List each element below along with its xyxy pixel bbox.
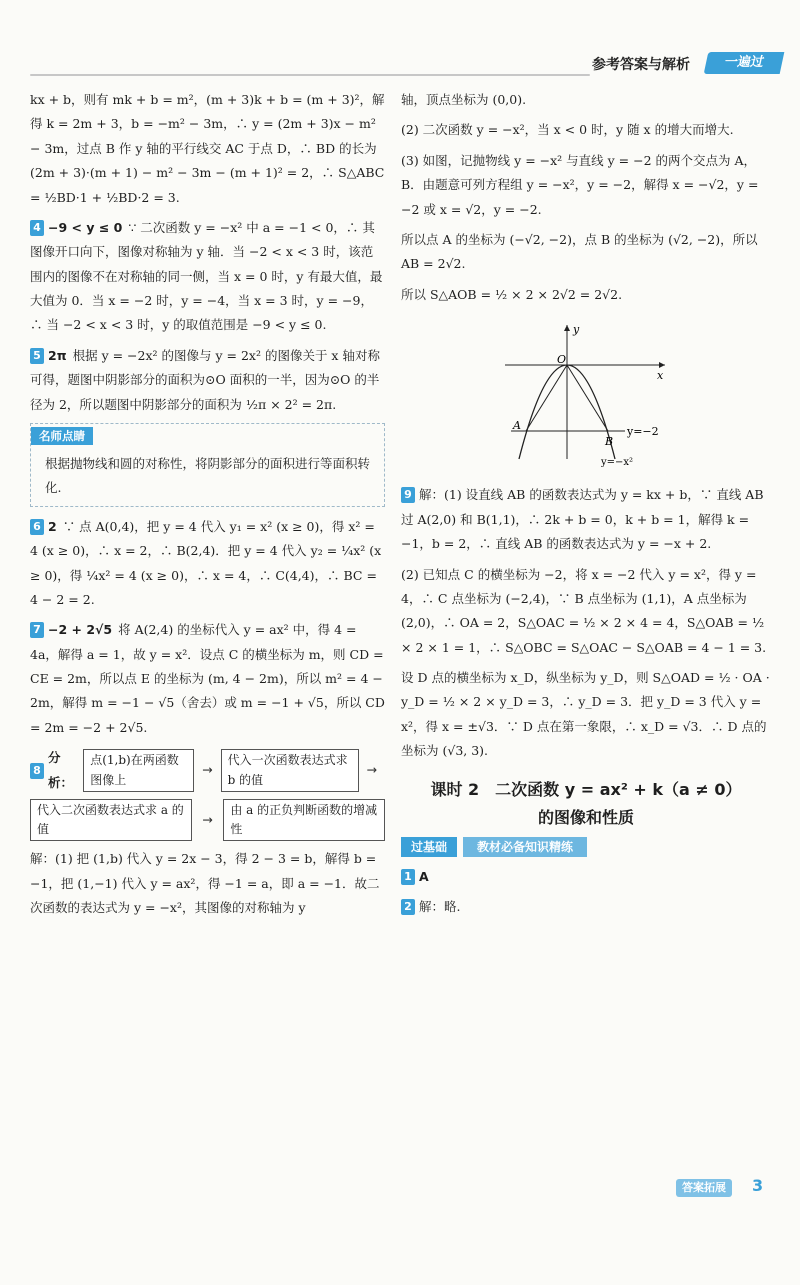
answer-1: [401, 865, 771, 889]
continued-solution: kx + b，则有 mk + b = m²，(m + 3)k + b = (m + 3)²，解得 k = 2m + 3，b = −m² − 3m，∴ y = (2m + 3)x − m² − 3m，过点 B 作 y 轴的平行线交 AC 于点 D，∴ BD 的长为 (2m + 3)·(m + 1) − m² − 3m − (m + 1)² = 2，∴ S△ABC = ½BD·1 + ½BD·2 = 3.: [30, 92, 385, 205]
question-number-badge: 6: [30, 519, 44, 535]
answer: 2π: [48, 347, 67, 363]
left-column: [30, 88, 385, 926]
flow-step-3: 代入二次函数表达式求 a 的值: [30, 799, 192, 841]
tip-text: 根据抛物线和圆的对称性，将阴影部分的面积进行等面积转化.: [45, 456, 371, 495]
flow-step-1: 点(1,b)在两函数图像上: [83, 749, 194, 791]
arrow-right-icon: →: [366, 762, 378, 778]
tip-heading: 名师点睛: [31, 427, 93, 445]
question-number-badge: 9: [401, 487, 415, 503]
section-banner: [401, 837, 771, 857]
flow-step-4: 由 a 的正负判断函数的增减性: [223, 799, 385, 841]
section-label: 过基础: [401, 837, 457, 857]
lesson-title-line-1: 课时 2 二次函数 y = ax² + k（a ≠ 0）: [430, 779, 742, 799]
analysis-flowchart: [30, 746, 385, 841]
origin-label: O: [557, 353, 567, 366]
question-number-badge: 1: [401, 869, 415, 885]
question-9: [401, 483, 771, 556]
point-b-label: B: [605, 435, 614, 448]
right-column: [401, 88, 771, 926]
explanation: 解：(1) 设直线 AB 的函数表达式为 y = kx + b，∵ 直线 AB 过 A(2,0) 和 B(1,1)，∴ 2k + b = 0，k + b = 1，解得 k = −1，b = 2，∴ 直线 AB 的函数表达式为 y = −x + 2.: [401, 487, 764, 552]
question-5: [30, 344, 385, 417]
solution-line-3: (3) 如图，记抛物线 y = −x² 与直线 y = −2 的两个交点为 A，B．由题意可列方程组 y = −x²，y = −2，解得 x = −√2，y = −2 或 x = √2，y = −2.: [401, 152, 759, 217]
flow-step-2: 代入一次函数表达式求 b 的值: [221, 749, 359, 791]
solution-line-2: (2) 二次函数 y = −x²，当 x < 0 时，y 随 x 的增大而增大.: [401, 122, 734, 138]
explanation: 根据 y = −2x² 的图像与 y = 2x² 的图像关于 x 轴对称可得，题图中阴影部分的面积为⊙O 面积的一半，因为⊙O 的半径为 2，所以题图中阴影部分的面积为 ½π × 2² = 2π.: [30, 347, 380, 412]
question-9-part-3: 设 D 点的横坐标为 x_D，纵坐标为 y_D，则 S△OAD = ½ · OA · y_D = ½ × 2 × y_D = 3，∴ y_D = 3．把 y_D = 3 代入 y = x²，得 x = ±√3．∵ D 点在第一象限，∴ x_D = √3．∴ D 点的坐标为 (√3, 3).: [401, 670, 770, 759]
question-number-badge: 2: [401, 899, 415, 915]
answer: −9 < y ≤ 0: [48, 219, 123, 235]
solution-line-5: 所以 S△AOB = ½ × 2 × 2√2 = 2√2.: [401, 286, 623, 302]
question-4: [30, 216, 385, 338]
header-brand-tab: 一遍过: [704, 52, 785, 74]
question-number-badge: 5: [30, 348, 44, 364]
answer: −2 + 2√5: [48, 622, 113, 638]
arrow-right-icon: →: [202, 762, 213, 778]
arrow-right-icon: →: [202, 811, 213, 827]
parabola-graph: [501, 319, 671, 469]
solution-line-4: 所以点 A 的坐标为 (−√2, −2)，点 B 的坐标为 (√2, −2)，所以 AB = 2√2.: [401, 231, 758, 272]
header-title: 参考答案与解析: [592, 57, 690, 73]
y-axis-arrow: [564, 325, 570, 331]
explanation: ∵ 二次函数 y = −x² 中 a = −1 < 0，∴ 其图像开口向下，图像对称轴为 y 轴．当 −2 < x < 3 时，该范围内的图像不在对称轴的同一侧，当 x = 0 时，y 有最大值，最大值为 0．当 x = −2 时，y = −4，当 x = 3 时，y = −9，∴ 当 −2 < x < 3 时，y 的取值范围是 −9 < y ≤ 0.: [30, 219, 383, 333]
question-6: [30, 515, 385, 613]
question-7: [30, 618, 385, 740]
header-rule: [30, 74, 590, 76]
answer: 2: [48, 518, 57, 534]
analysis-label: 分析：: [48, 750, 74, 790]
solution-line-1: 轴，顶点坐标为 (0,0).: [401, 92, 527, 107]
question-number-badge: 8: [30, 763, 44, 779]
x-axis-label: x: [657, 369, 664, 382]
explanation: ∵ 点 A(0,4)，把 y = 4 代入 y₁ = x² (x ≥ 0)，得 x² = 4 (x ≥ 0)，∴ x = 2，∴ B(2,4)．把 y = 4 代入 y₂ = ¼x² (x ≥ 0)，得 ¼x² = 4 (x ≥ 0)，∴ x = 4，∴ C(4,4)，∴ BC = 4 − 2 = 2.: [30, 518, 382, 607]
lesson-title-line-2: 的图像和性质: [537, 808, 634, 828]
question-number-badge: 4: [30, 220, 44, 236]
answer: 解：略.: [419, 899, 461, 915]
y-axis-label: y: [573, 323, 580, 336]
question-9-part-2: (2) 已知点 C 的横坐标为 −2，将 x = −2 代入 y = x²，得 y = 4，∴ C 点坐标为 (−2,4)，∵ B 点坐标为 (1,1)，A 点坐标为 (2,0)，∴ OA = 2，S△OAC = ½ × 2 × 4 = 4，S△OAB = ½ × 2 × 1 = 1，∴ S△OBC = S△OAC − S△OAB = 4 − 1 = 3.: [401, 566, 767, 655]
segment-OA: [526, 365, 567, 431]
section-subtitle: 教材必备知识精练: [463, 837, 587, 857]
footer-tag: 答案拓展: [676, 1179, 732, 1197]
question-number-badge: 7: [30, 622, 44, 638]
answer: A: [419, 869, 429, 885]
teacher-tip-box: [30, 423, 385, 507]
answer-2: [401, 895, 771, 919]
point-a-label: A: [513, 419, 521, 432]
lesson-title: [401, 776, 771, 834]
curve-label: y=−x²: [601, 457, 634, 468]
line-label: y=−2: [627, 425, 659, 438]
segment-OB: [567, 365, 608, 431]
explanation: 将 A(2,4) 的坐标代入 y = ax² 中，得 4 = 4a，解得 a = 1，故 y = x²．设点 C 的横坐标为 m，则 CD = CE = 2m，所以点 E 的坐标为 (m, 4 − 2m)，所以 m² = 4 − 2m，解得 m = −1 − √5（舍去）或 m = −1 + √5，所以 CD = 2m = −2 + 2√5.: [30, 622, 385, 735]
question-8-solution: 解：(1) 把 (1,b) 代入 y = 2x − 3，得 2 − 3 = b，解得 b = −1，把 (1,−1) 代入 y = ax²，得 −1 = a，即 a = −1．故二次函数的表达式为 y = −x²，其图像的对称轴为 y: [30, 851, 380, 915]
page-number: 3: [752, 1176, 764, 1195]
x-axis-arrow: [659, 362, 665, 368]
